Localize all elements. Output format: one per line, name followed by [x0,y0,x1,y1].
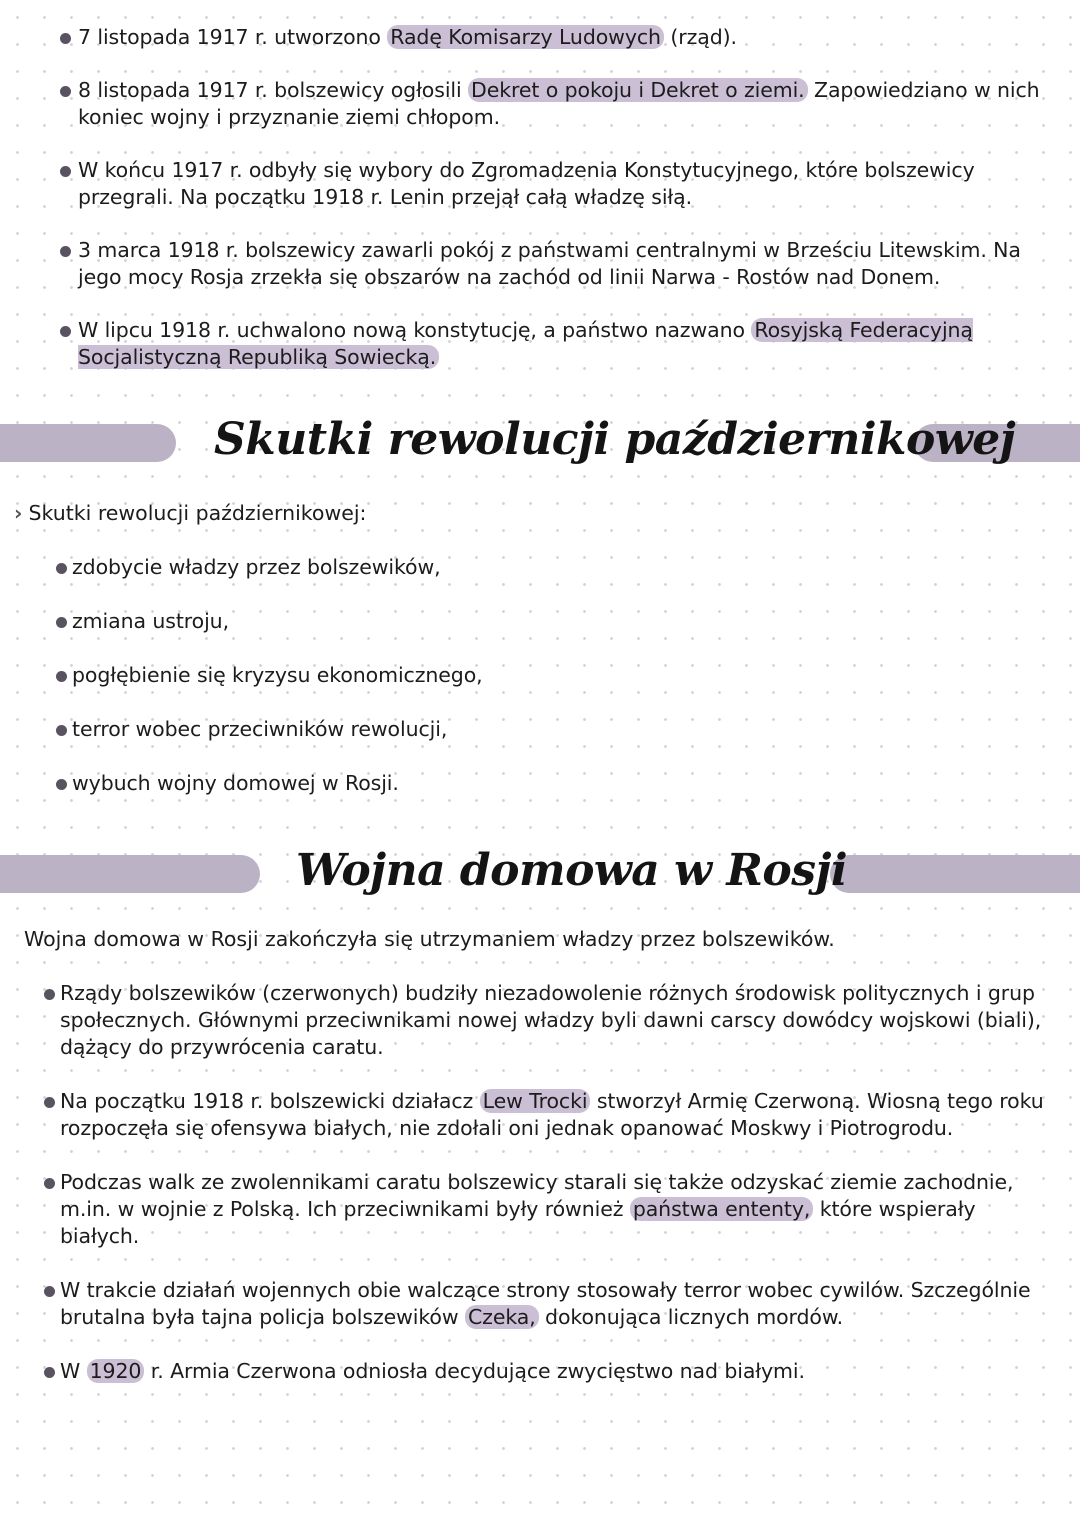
civil-war-list [44,980,1054,1412]
item-text: W [60,1359,87,1383]
item-text-after: Zapowiedziano w nich koniec wojny i przyznanie ziemi chłopom. [78,78,1040,129]
bullet-dot [60,246,71,257]
subheading-text: Skutki rewolucji październikowej: [28,501,367,525]
highlight: Radę Komisarzy Ludowych [387,25,664,49]
heading-band-right [830,855,1080,893]
list-item [44,1358,1054,1385]
item-text: 8 listopada 1917 r. bolszewicy ogłosili [78,78,469,102]
list-item [56,554,756,581]
effects-subheading [14,500,366,527]
item-text: W końcu 1917 r. odbyły się wybory do Zgromadzenia Konstytucyjnego, które bolszewicy przegrali. Na początku 1918 r. Lenin przejął całą władzę siłą. [78,158,975,209]
highlight: 1920 [87,1359,145,1383]
bullet-dot [56,725,67,736]
list-item [60,77,1050,131]
item-text: zdobycie władzy przez bolszewików, [72,555,441,579]
item-text-after: r. Armia Czerwona odniosła decydujące zwycięstwo nad białymi. [144,1359,805,1383]
item-text: Na początku 1918 r. bolszewicki działacz [60,1089,480,1113]
list-item [44,1169,1054,1250]
list-item [60,157,1050,211]
bullet-dot [44,1286,55,1297]
bullet-dot [44,1367,55,1378]
highlight: Rosyjską Federacyjną Socjalistyczną Republiką Sowiecką. [78,318,973,369]
item-text: Podczas walk ze zwolennikami caratu bolszewicy starali się także odzyskać ziemie zachodnie, m.in. w wojnie z Polską. Ich przeciwnikami były również [60,1170,1014,1221]
highlight: Lew Trocki [480,1089,591,1113]
item-text: 7 listopada 1917 r. utworzono [78,25,388,49]
section-heading-civil-war: Wojna domowa w Rosji [296,845,848,896]
highlight: państwa ententy, [630,1197,813,1221]
list-item [44,980,1054,1061]
list-item [44,1277,1054,1331]
list-item [56,608,756,635]
list-item [56,662,756,689]
section-heading-effects: Skutki rewolucji październikowej [214,414,1016,465]
bullet-dot [56,779,67,790]
heading-band-left [0,855,260,893]
item-text: 3 marca 1918 r. bolszewicy zawarli pokój z państwami centralnymi w Brześciu Litewskim. Na jego mocy Rosja zrzekła się obszarów na zachód od linii Narwa - Rostów nad Donem. [78,238,1021,289]
item-text-after: dokonująca licznych mordów. [538,1305,844,1329]
list-item [60,237,1050,291]
item-text: W lipcu 1918 r. uchwalono nową konstytucję, a państwo nazwano [78,318,752,342]
chevron-right-icon: › [14,501,23,525]
bullet-dot [60,86,71,97]
bullet-dot [60,326,71,337]
item-text-after: stworzył Armię Czerwoną. Wiosną tego roku rozpoczęła się ofensywa białych, nie zdołali oni jednak opanować Moskwy i Piotrogrodu. [60,1089,1044,1140]
highlight: Dekret o pokoju i Dekret o ziemi. [468,78,808,102]
item-text: zmiana ustroju, [72,609,229,633]
bullet-dot [60,33,71,44]
item-text: Rządy bolszewików (czerwonych) budziły niezadowolenie różnych środowisk politycznych i grup społecznych. Głównymi przeciwnikami nowej władzy byli dawni carscy dowódcy wojskowi (biali), dążący do przywrócenia caratu. [60,981,1042,1059]
civil-war-intro: Wojna domowa w Rosji zakończyła się utrzymaniem władzy przez bolszewików. [24,927,835,951]
revolution-events-list [60,24,1050,397]
list-item [44,1088,1054,1142]
list-item [56,716,756,743]
item-text-after: które wspierały białych. [60,1197,976,1248]
highlight: Czeka, [465,1305,539,1329]
list-item [60,317,1050,371]
list-item [56,770,756,797]
bullet-dot [44,989,55,1000]
item-text: wybuch wojny domowej w Rosji. [72,771,399,795]
heading-band-left [0,424,176,462]
bullet-dot [56,671,67,682]
item-text-after: (rząd). [663,25,737,49]
bullet-dot [60,166,71,177]
list-item [60,24,1050,51]
item-text: W trakcie działań wojennych obie walczące strony stosowały terror wobec cywilów. Szczególnie brutalna była tajna policja bolszewików [60,1278,1031,1329]
item-text: pogłębienie się kryzysu ekonomicznego, [72,663,483,687]
bullet-dot [44,1178,55,1189]
item-text: terror wobec przeciwników rewolucji, [72,717,448,741]
bullet-dot [56,563,67,574]
bullet-dot [56,617,67,628]
bullet-dot [44,1097,55,1108]
effects-list [56,554,756,824]
